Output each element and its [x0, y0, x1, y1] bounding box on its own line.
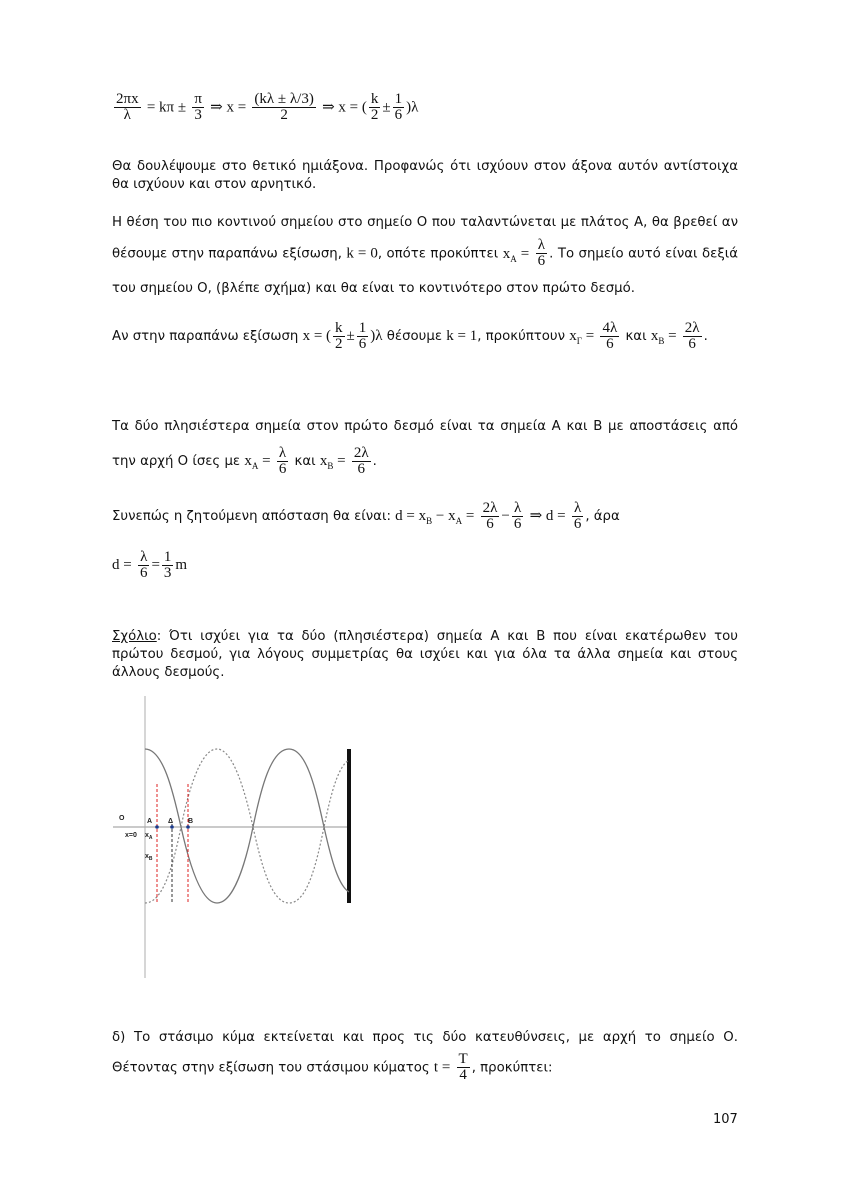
paragraph-3: Αν στην παραπάνω εξίσωση x = ( $\frac{k}{2}$ ± $\frac{1}{6}$ )λ θέσουμε k = 1, προκύπτουν $x_\Gamma$ = $\frac{4\lambda}{6}$ και $x_B$ = $\frac{2\lambda}{6}$ . [112, 319, 708, 352]
fraction: $\frac{2\lambda}{6}$ [353, 444, 369, 477]
fraction: $\frac{\lambda}{6}$ [573, 499, 582, 532]
paragraph-4: Τα δύο πλησιέστερα σημεία στον πρώτο δεσμό είναι τα σημεία Α και Β με αποστάσεις από την αρχή Ο ίσες με $x_A$ = $\frac{\lambda}{6}$ και $x_B$ = $\frac{2\lambda}{6}$ . [112, 419, 738, 477]
label-xa: $x_A$ [145, 832, 153, 841]
label-a: A [147, 818, 153, 825]
fraction: $\frac{\pi}{3}$ [194, 91, 202, 123]
point-node [170, 825, 174, 829]
fraction: $\frac{\lambda}{6}$ [139, 548, 148, 581]
paragraph-1: Θα δουλέψουμε στο θετικό ημιάξονα. Προφανώς ότι ισχύουν στον άξονα αυτόν αντίστοιχα θα ισχύουν και στον αρνητικό. [112, 159, 738, 192]
label-x0: x=0 [125, 832, 137, 839]
paragraph-5: Συνεπώς η ζητούμενη απόσταση θα είναι: $d = x_B - x_A$ = $\frac{2\lambda}{6}$ − $\frac{\lambda}{6}$ ⇒ d = $\frac{\lambda}{6}$ , άρα d = $\frac{\lambda}{6}$ = $\frac{1}{3}$ m [112, 499, 620, 581]
fraction: $\frac{\lambda}{6}$ [278, 444, 287, 477]
label-xb: $x_B$ [145, 853, 153, 862]
fraction: $\frac{\lambda}{6}$ [537, 237, 546, 269]
fraction: $\frac{2\lambda}{6}$ [684, 319, 700, 352]
fraction: $\frac{k}{2}$ [370, 91, 379, 123]
fraction: $\frac{(k\lambda \pm \lambda/3)}{2}$ [254, 91, 314, 123]
paragraph-6: δ) Το στάσιμο κύμα εκτείνεται και προς τις δύο κατευθύνσεις, με αρχή το σημείο Ο. Θέτοντας στην εξίσωση του στάσιμου κύματος t = $\frac{T}{4}$ , προκύπτει: [112, 1030, 738, 1083]
fraction: $\frac{\lambda}{6}$ [513, 499, 522, 532]
label-delta: Δ [168, 818, 174, 825]
standing-wave-figure [113, 696, 371, 980]
point-a [155, 825, 159, 829]
point-b [186, 825, 190, 829]
paragraph-2: Η θέση του πιο κοντινού σημείου στο σημείο Ο που ταλαντώνεται με πλάτος Α, θα βρεθεί αν θέσουμε στην παραπάνω εξίσωση, k = 0, οπότε προκύπτει $x_A$ = $\frac{\lambda}{6}$ . Το σημείο αυτό είναι δεξιά του σημείου Ο, (βλέπε σχήμα) και θα είναι το κοντινότερο στον πρώτο δεσμό. [112, 215, 739, 296]
fraction: $\frac{2\pi x}{\lambda}$ [116, 91, 139, 123]
fraction: $\frac{2\lambda}{6}$ [482, 499, 498, 532]
fraction: $\frac{1}{6}$ [394, 91, 403, 123]
note-label: Σχόλιο [112, 629, 157, 644]
fraction: $\frac{1}{3}$ [163, 548, 172, 581]
label-o: O [119, 815, 125, 822]
page-number: 107 [713, 1112, 738, 1127]
fraction: $\frac{4\lambda}{6}$ [602, 319, 618, 352]
equation-line-1: $\frac{2\pi x}{\lambda}$ = kπ ± $\frac{\pi}{3}$ ⇒ x = $\frac{(k\lambda \pm \lambda/3)}{2}$ ⇒ x = ( $\frac{k}{2}$ ± $\frac{1}{6}$ )λ [116, 91, 419, 123]
fraction: $\frac{k}{2}$ [335, 319, 343, 352]
fraction: $\frac{1}{6}$ [358, 319, 367, 352]
label-b: B [188, 818, 194, 825]
fraction: $\frac{T}{4}$ [458, 1051, 468, 1083]
note-paragraph: Σχόλιο: Ότι ισχύει για τα δύο (πλησιέστερα) σημεία Α και Β που είναι εκατέρωθεν του πρώτου δεσμού, για λόγους συμμετρίας θα ισχύει και για όλα τα άλλα σημεία και στους άλλους δεσμούς. [112, 629, 738, 680]
